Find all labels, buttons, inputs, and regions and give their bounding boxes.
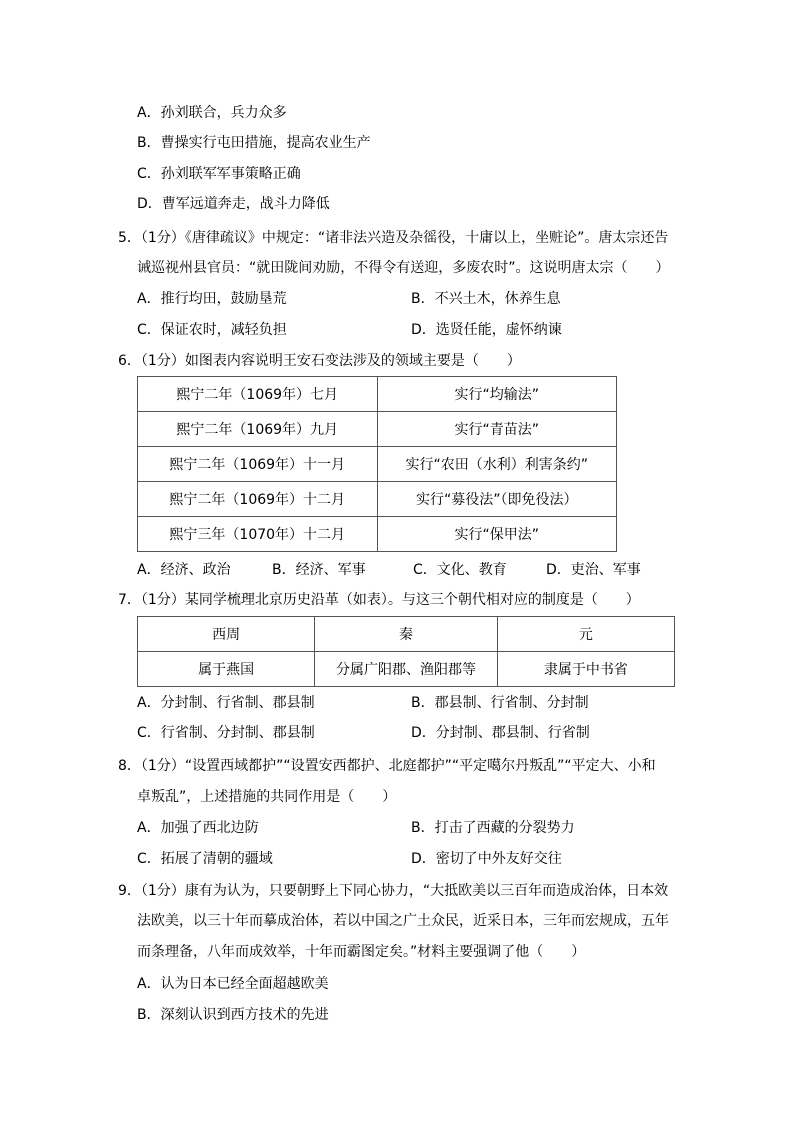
table-cell: 分属广阳郡、渔阳郡等: [315, 652, 498, 687]
q7-option-a: A．分封制、行省制、郡县制: [137, 695, 315, 711]
table-row: [138, 377, 617, 412]
q7-option-c: C．行省制、分封制、郡县制: [137, 725, 315, 741]
q5-option-a: A．推行均田，鼓励垦荒: [137, 291, 287, 307]
table-header-cell: 元: [497, 617, 674, 652]
table-row: [138, 447, 617, 482]
q8-option-a: A．加强了西北边防: [137, 820, 259, 836]
q7-option-d: D．分封制、郡县制、行省制: [411, 725, 590, 741]
q4-option-d: D．曹军远道奔走，战斗力降低: [137, 196, 330, 212]
table-row: [138, 652, 675, 687]
q4-option-a: A．孙刘联合，兵力众多: [137, 105, 287, 121]
table-cell: 实行“均输法”: [377, 377, 617, 412]
table-cell: 隶属于中书省: [497, 652, 674, 687]
table-cell: 熙宁三年（1070年）十二月: [138, 517, 378, 552]
table-cell: 实行“青苗法”: [377, 412, 617, 447]
table-cell: 熙宁二年（1069年）十一月: [138, 447, 378, 482]
table-cell: 属于燕国: [138, 652, 315, 687]
q8-stem-line1: 8．（1分）“设置西域都护”“设置安西都护、北庭都护”“平定噶尔丹叛乱”“平定大、小和: [118, 758, 656, 774]
q4-option-b: B．曹操实行屯田措施，提高农业生产: [137, 135, 371, 151]
table-row: [138, 482, 617, 517]
q5-option-d: D．选贤任能，虚怀纳谏: [411, 322, 562, 338]
table-header-cell: 西周: [138, 617, 315, 652]
q9-stem-line2: 法欧美，以三十年而摹成治体，若以中国之广土众民，近采日本，三年而宏规成，五年: [137, 913, 669, 929]
table-cell: 熙宁二年（1069年）九月: [138, 412, 378, 447]
q9-stem-line3: 而条理备，八年而成效举，十年而霸图定矣。”材料主要强调了他（ ）: [137, 944, 586, 960]
q9-stem-line1: 9．（1分）康有为认为，只要朝野上下同心协力，“大抵欧美以三百年而造成治体，日本效: [118, 883, 669, 899]
q9-option-a: A．认为日本已经全面超越欧美: [137, 976, 329, 992]
q6-option-c: C．文化、教育: [413, 562, 507, 578]
q6-option-d: D．吏治、军事: [546, 562, 641, 578]
table-cell: 实行“募役法”（即免役法）: [377, 482, 617, 517]
table-row: [138, 617, 675, 652]
table-cell: 实行“保甲法”: [377, 517, 617, 552]
table-cell: 熙宁二年（1069年）十二月: [138, 482, 378, 517]
q5-stem-line2: 诫巡视州县官员：“就田陇间劝励，不得令有送迎，多废农时”。这说明唐太宗（ ）: [137, 260, 670, 276]
q8-option-c: C．拓展了清朝的疆域: [137, 851, 273, 867]
q9-option-b: B．深刻认识到西方技术的先进: [137, 1007, 329, 1023]
q4-option-c: C．孙刘联军军事策略正确: [137, 166, 301, 182]
q6-table: [137, 376, 617, 552]
q6-option-b: B．经济、军事: [272, 562, 366, 578]
table-cell: 实行“农田（水利）利害条约”: [377, 447, 617, 482]
q7-table: [137, 616, 675, 687]
q5-option-c: C．保证农时，减轻负担: [137, 322, 287, 338]
table-row: [138, 412, 617, 447]
q8-option-d: D．密切了中外友好交往: [411, 851, 562, 867]
q6-option-a: A．经济、政治: [137, 562, 231, 578]
q5-option-b: B．不兴土木，休养生息: [411, 291, 561, 307]
table-cell: 熙宁二年（1069年）七月: [138, 377, 378, 412]
q8-option-b: B．打击了西藏的分裂势力: [411, 820, 575, 836]
table-row: [138, 517, 617, 552]
q8-stem-line2: 卓叛乱”，上述措施的共同作用是（ ）: [137, 789, 397, 805]
q7-option-b: B．郡县制、行省制、分封制: [411, 695, 589, 711]
q5-stem-line1: 5．（1分）《唐律疏议》中规定：“诸非法兴造及杂徭役，十庸以上，坐赃论”。唐太宗还告: [118, 230, 669, 246]
q7-stem: 7．（1分）某同学梳理北京历史沿革（如表）。与这三个朝代相对应的制度是（ ）: [118, 592, 640, 608]
table-header-cell: 秦: [315, 617, 498, 652]
q6-stem: 6．（1分）如图表内容说明王安石变法涉及的领域主要是（ ）: [118, 353, 521, 369]
